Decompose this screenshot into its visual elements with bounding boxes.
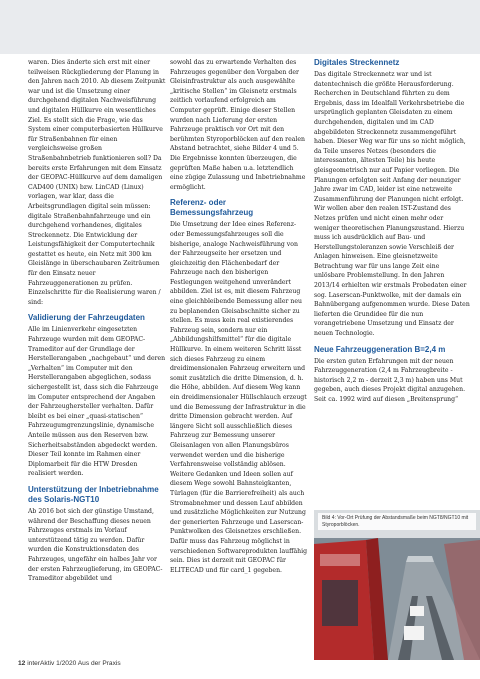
section-name: Aus der Praxis bbox=[77, 660, 121, 667]
paragraph: Alle im Linienverkehr eingesetzten Fahrzeuge wurden mit dem GEOPAC-Trameditor auf der Grundlage der Herstellerangaben „nachgebaut“ und deren „Verhalten“ im Computer mit den Herstellerangaben abgeglichen, sodass sichergestellt ist, dass sich die Fahrzeuge im Computer entsprechend der Angaben der Fahrzeughersteller verhalten. Dafür bleibt es bei einer „quasi-statischen“ Fahrzeugumgrenzungslinie, dynamische Anteile müssen aus den Reserven bzw. Sicherheitsabständen abgedeckt werden. Dieser Teil konnte im Rahmen einer Diplomarbeit für die HTW Dresden realisiert werden. bbox=[28, 326, 166, 478]
tram-photo-illustration bbox=[314, 510, 480, 660]
paragraph: waren. Dies änderte sich erst mit einer teilweisen Rückgliederung der Planung in den Jahren nach 2010. Ab diesem Zeitpunkt war und ist die Umsetzung einer durchgehend digitalen Nachweisführung und digitalen Hüllkurve ein wesentliches Ziel. Es stellt sich die Frage, wie das System einer computerbasierten Hüllkurve für Straßenbahnen für einen vergleichsweise großen Straßenbahnbetrieb funktionieren soll? Da bereits erste Erfahrungen mit dem Einsatz der GEOPAC-Hüllkurve auf dem damaligen CAD400 (UNIX) bzw. LinCAD (Linux) vorlagen, war klar, dass die Arbeitsgrundlagen digital sein müssen: digitale Straßenbahnfahrzeuge und ein durchgehend vorhandenes, digitales Streckennetz. Die Entwicklung der Leistungsfähigkeit der Computertechnik gestattet es heute, ein Netz mit 300 km Gleislänge in überschaubaren Zeiträumen für den Einsatz neuer Fahrzeuggenerationen zu prüfen. Einzelschritte für die Realisierung waren / sind: bbox=[28, 59, 166, 306]
section-heading: Digitales Streckennetz bbox=[314, 58, 400, 67]
publication-name: interAktiv 1/2020 bbox=[27, 660, 77, 667]
paragraph: Ab 2016 bot sich der günstige Umstand, während der Beschaffung dieses neuen Fahrzeuges erstmals im Vorlauf unterstützend tätig zu werden. Dafür wurden die Konstruktionsdaten des Fahrzeuges, ungefähr ein halbes Jahr vor der ersten Fahrzeuglieferung, im GEOPAC-Trameditor abgebildet und bbox=[28, 507, 163, 583]
section-heading: Unterstützung der Inbetriebnahme des Solaris-NGT10 bbox=[28, 484, 159, 504]
paragraph: sowohl das zu erwartende Verhalten des Fahrzeuges gegenüber den Vorgaben der Gleisinfrastruktur als auch ausgewählte „kritische Stellen“ im Gleisnetz erstmals zeitlich vorlaufend erfolgreich am Computer geprüft. Einige dieser Stellen wurden nach Lieferung der ersten Fahrzeuge praktisch vor Ort mit den berühmten Styroporblöcken auf den realen Abstand betrachtet, siehe Bilder 4 und 5. Die Ergebnisse konnten überzeugen, die geprüften Maße haben u.a. letztendlich eine zügige Zulassung und Inbetriebnahme ermöglicht. bbox=[170, 59, 306, 191]
paragraph: Die Umsetzung der Idee eines Referenz- oder Bemessungsfahrzeuges soll die bisherige, analoge Nachweisführung von der Fahrzeugseite her ersetzen und gleichzeitig den Flächenbedarf der Fahrzeuge nach den bisherigen Festlegungen weitgehend unverändert abbilden. Ziel ist es, mit diesem Fahrzeug eine gleichbleibende Bemessung aller neu zu beplanenden Gleisabschnitte sicher zu stellen. Es muss kein real existierendes Fahrzeug sein, sondern nur ein „Abbildungshilfsmittel“ für die digitale Hüllkurve. In einem weiteren Schritt lässt sich dieses Fahrzeug zu einem dreidimensionalen Fahrzeug erweitern und somit zusätzlich die dritte Dimension, d. h. die Höhe, abbilden. Auf diesem Weg kann ein dreidimensionaler Hüllschlauch erzeugt und die Bemessung der Infrastruktur in die dritte Dimension gebracht werden. Auf längere Sicht soll ausschließlich dieses Fahrzeug zur Bemessung unserer Gleisanlagen von allen Planungsbüros verwendet werden und die bisherige Verfahrensweise vollständig ablösen. Weitere Gedanken und Ideen sollen auf diesem Wege sowohl Bahnsteigkanten, Türlagen (für die Barrierefreiheit) als auch Stromabnehmer und dessen Lauf abbilden und zusätzliche Möglichkeiten zur Nutzung der generierten Fahrzeuge und Laserscan-Punktwolken des Gleisnetzes erschließen. Dafür muss das Fahrzeug möglichst in verschiedenen Softwareprodukten lauffähig sein. Dies ist derzeit mit GEOPAC für ELITECAD und für card_1 gegeben. bbox=[170, 221, 308, 574]
paragraph: Die ersten guten Erfahrungen mit der neuen Fahrzeuggeneration (2,4 m Fahrzeugbreite - historisch 2,2 m - derzeit 2,3 m) haben uns Mut gegeben, auch dieses Projekt digital anzugehen. Seit ca. 1992 wird auf diesen „Breitensprung“ bbox=[314, 357, 466, 403]
column-1 bbox=[28, 58, 166, 584]
photo-caption: Bild 4: Vor-Ort Prüfung der Abstandsmaße beim NGT8/NGT10 mit Styroporblöcken. bbox=[318, 513, 476, 530]
section-heading: Validierung der Fahrzeugdaten bbox=[28, 313, 145, 323]
page-footer bbox=[18, 660, 121, 667]
column-3 bbox=[314, 58, 470, 405]
top-banner bbox=[0, 0, 480, 54]
section-heading: Neue Fahrzeuggeneration B=2,4 m bbox=[314, 344, 446, 354]
column-2 bbox=[170, 58, 308, 575]
page-number: 12 bbox=[18, 660, 26, 667]
paragraph: Das digitale Streckennetz war und ist datentechnisch die größte Herausforderung. Recherchen in Deutschland führten zu dem Ergebnis, dass im Idealfall Verkehrsbetriebe die ursprünglich geplanten Gleisdaten zu einem durchgehenden, digitalen und im CAD abgebildeten Streckennetz zusammengeführt haben. Dieser Weg war für uns so nicht möglich, da Teile unseres Netzes (besonders die interessanten, ältesten Teile) bis heute gleisgeometrisch nur auf Papier vorliegen. Die Planungen erfolgten seit Anfang der neunziger Jahre zwar im CAD, leider ist eine netzweite Zusammenführung der Planungen nicht erfolgt. Wir wollen aber den realen IST-Zustand des Netzes prüfen und nicht einen mehr oder weniger theoretischen Planungszustand. Hierzu muss ich ausdrücklich auf Bau- und Herstellungstoleranzen sowie Verschleiß der Anlagen hinweisen. Eine gleisnetzweite Betrachtung war für uns lange Zeit eine unlösbare Problemstellung. In den Jahren 2013/14 erhielten wir erstmals Probedaten einer sog. Laserscan-Punktwolke, mit der damals ein Bahnübergang aufgenommen wurde. Diese Daten lieferten die Grundidee für die nun vorangetriebene Umsetzung und Einsatz der neuen Technologie. bbox=[314, 71, 470, 338]
section-heading: Referenz- oder Bemessungsfahrzeug bbox=[170, 198, 254, 218]
tram-photo bbox=[314, 510, 480, 660]
